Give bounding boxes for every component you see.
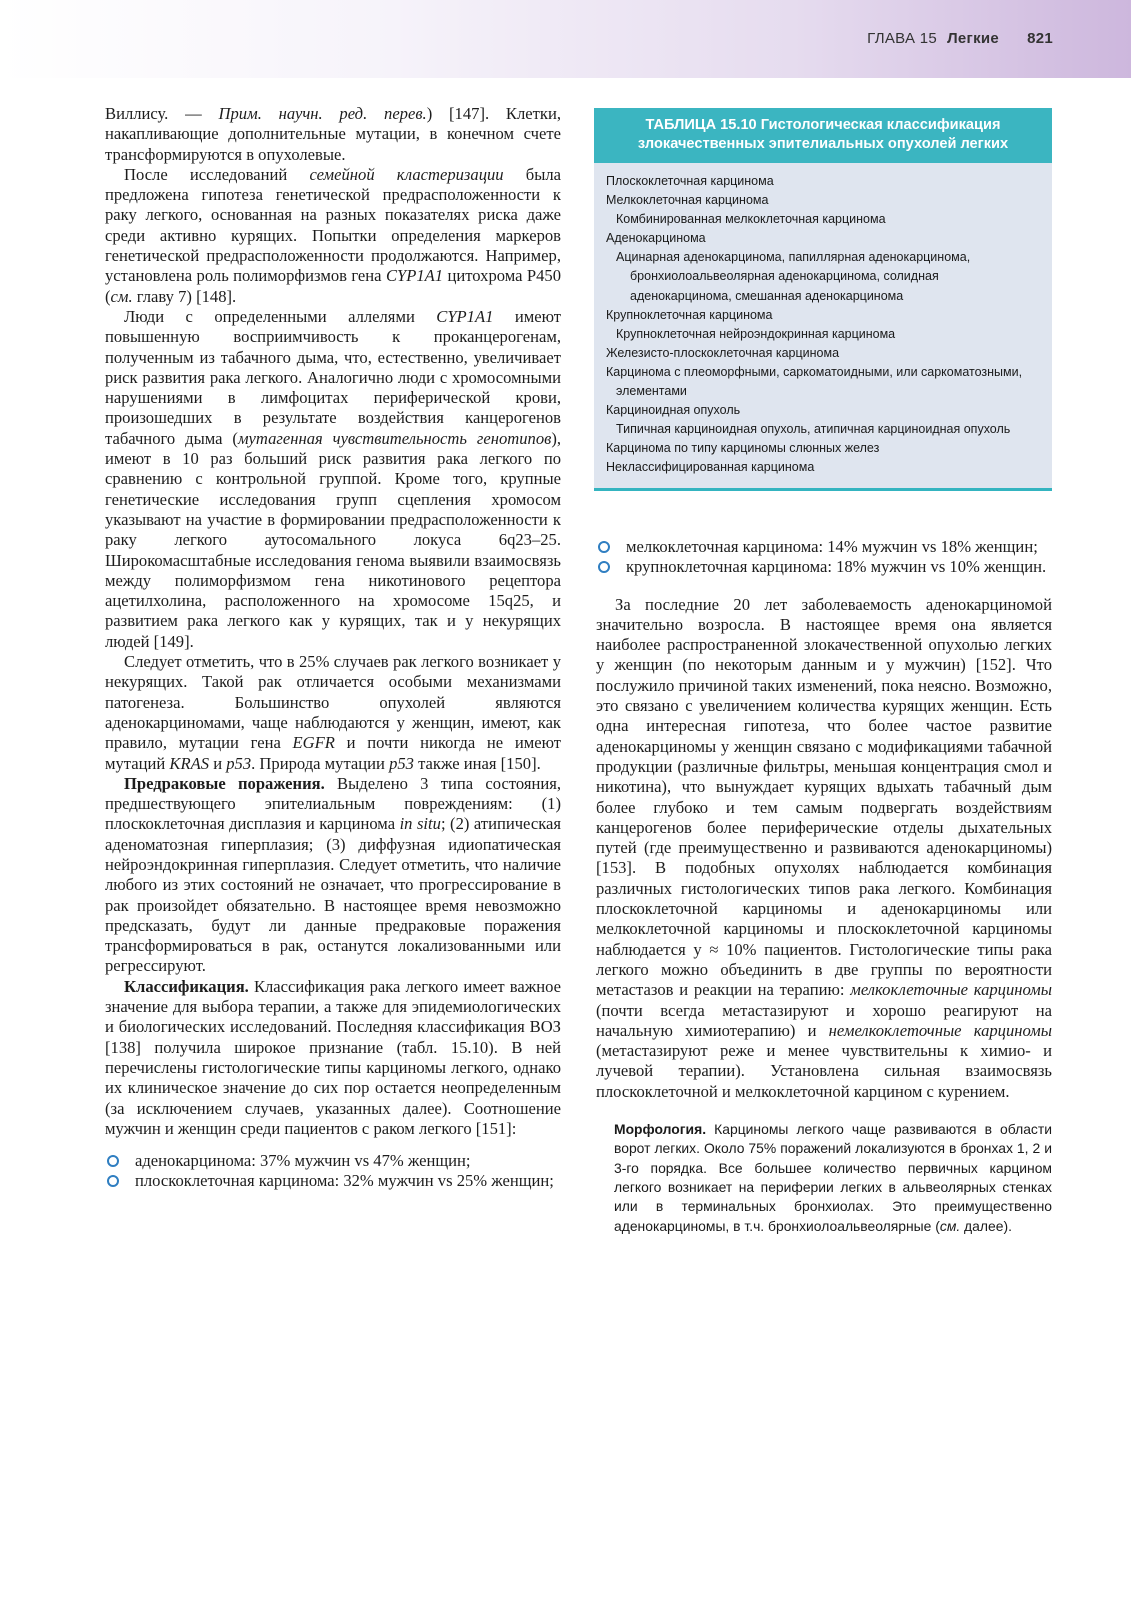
table-row: аденокарцинома, смешанная аденокарцинома: [630, 288, 904, 303]
run-emphasis: семейной кластеризации: [309, 164, 504, 184]
classification-table: [594, 108, 1052, 491]
page-number: 821: [1027, 30, 1053, 47]
run-emphasis: мелкоклеточные карциномы: [850, 980, 1053, 1000]
run-heading: Классификация.: [124, 976, 249, 996]
run-emphasis: CYP1A1: [385, 266, 444, 286]
run-text: также иная [150].: [413, 753, 541, 773]
list-item: [135, 1171, 561, 1191]
run-text: (почти всегда метастазируют и хорошо реагируют на начальную химиотерапию) и: [596, 1000, 1052, 1040]
run-text: ), имеют в 10 раз больший риск развития рака легкого по сравнению с контрольной группой. Кроме того, крупные генетические исследования групп сцепления хромосом указывают на участие в формировании предрасположенности к раку легкого аутосомального локуса 6q23–25. Широкомасштабные исследования генома выявили взаимосвязь между полиморфизмом гена никотинового рецептора ацетилхолина, расположенного на хромосоме 15q25, и развитием рака легкого как у курящих, так и у некурящих людей [149].: [105, 428, 562, 651]
table-row: Железисто-плоскоклеточная карцинома: [606, 345, 840, 360]
table-row: Типичная карциноидная опухоль, атипичная карциноидная опухоль: [616, 422, 1011, 437]
run-emphasis: см.: [939, 1217, 961, 1234]
bullet-icon: [107, 1175, 119, 1187]
run-text: Классификация рака легкого имеет важное значение для выбора терапии, а также для эпидемиологических и биологических исследований. Последняя классификация ВОЗ [138] получила широкое признание (табл. 15.10). В ней перечислены гистологические типы карциномы легкого, однако их клиническое значение до сих пор остается неопределенным (за исключением случаев, указанных далее). Соотношение мужчин и женщин среди пациентов с раком легкого [151]:: [105, 976, 561, 1138]
run-emphasis: p53: [226, 753, 252, 773]
run-text: и почти никогда не имеют мутаций: [105, 733, 561, 773]
run-emphasis: см.: [110, 286, 133, 306]
left-column: [105, 104, 561, 1192]
right-column: [596, 537, 1052, 1236]
run-emphasis: CYP1A1: [436, 306, 494, 326]
run-text: главу 7) [148].: [132, 286, 237, 306]
table-title-line: ТАБЛИЦА 15.10 Гистологическая классификация: [645, 117, 1001, 133]
run-text: После исследований: [124, 164, 310, 184]
run-text: За последние 20 лет заболеваемость аденокарциномой значительно возросла. В настоящее время она является наиболее распространенной злокачественной опухолью легких у женщин (по некоторым данным и у мужчин) [152]. Что послужило причиной таких изменений, пока неясно. Возможно, это связано с увеличением количества курящих женщин. Есть одна интересная гипотеза, что более частое развитие аденокарциномы у женщин связано с модификациями табачной продукции (различные фильтры, меньшая концентрация смол и никотина), что вынуждает курящих вдыхать табачный дым более глубоко и тем самым подвергать воздействиям канцерогенов более периферические отделы дыхательных путей (где преимущественно и развиваются аденокарциномы) [153]. В подобных опухолях наблюдается комбинация различных гистологических типов рака легкого. Комбинация плоскоклеточной карциномы и аденокарциномы или мелкоклеточной карциномы и плоскоклеточной карциномы наблюдается у ≈ 10% пациентов. Гистологические типы рака легкого можно объединить в две группы по вероятности метастазов и реакции на терапию:: [596, 594, 1052, 1000]
paragraph: [105, 977, 561, 1139]
run-emphasis: немелкоклеточные карциномы: [828, 1020, 1052, 1040]
table-row: Крупноклеточная карцинома: [606, 307, 773, 322]
table-title: [594, 108, 1052, 163]
table-row: Мелкоклеточная карцинома: [606, 193, 769, 208]
run-text: имеют повышенную восприимчивость к проканцерогенам, полученным из табачного дыма, что, естественно, увеличивает риск развития рака легкого. Аналогично люди с хромосомными нарушениями в лимфоцитах периферической крови, произошедших в результате воздействия канцерогенов табачного дыма (: [105, 306, 562, 448]
run-text: . Природа мутации: [251, 753, 390, 773]
run-heading: Предраковые поражения.: [124, 773, 325, 793]
run-text: (метастазируют реже и менее чувствительны к химио- и лучевой терапии). Установлена сильная взаимосвязь плоскоклеточной и мелкоклеточной карцином с курением.: [596, 1041, 1052, 1101]
bullet-icon: [598, 541, 610, 553]
table-row: Неклассифицированная карцинома: [606, 460, 815, 475]
run-emphasis: in situ: [399, 814, 441, 834]
list-item-text: аденокарцинома: 37% мужчин vs 47% женщин;: [135, 1151, 471, 1171]
table-row: Карцинома с плеоморфными, саркоматоидными, или саркоматозными,: [606, 364, 1023, 379]
paragraph: [105, 165, 561, 307]
paragraph: [596, 595, 1052, 1102]
run-text: Карциномы легкого чаще развиваются в области ворот легких. Около 75% поражений локализуются в бронхах 1, 2 и 3-го порядка. Все большее количество первичных карцином легкого возникает на периферии легких в альвеолярных стенках или в терминальных бронхиолах. Это преимущественно аденокарциномы, в т.ч. бронхиолоальвеолярные (: [614, 1121, 1052, 1234]
list-item: [626, 557, 1052, 577]
run-text: была предложена гипотеза генетической предрасположенности к раку легкого, основанная на разных показателях риска даже среди активно курящих. Попытки определения маркеров генетической предрасположенности продолжаются. Например, установлена роль полиморфизмов гена: [105, 164, 562, 286]
table-row: Ацинарная аденокарцинома, папиллярная аденокарцинома,: [616, 250, 971, 265]
run-heading: Морфология.: [614, 1121, 707, 1138]
list-item-text: плоскоклеточная карцинома: 32% мужчин vs 25% женщин;: [135, 1171, 554, 1191]
bullet-icon: [598, 561, 610, 573]
paragraph: [105, 774, 561, 977]
running-header: [867, 30, 1053, 47]
run-text: Выделено 3 типа состояния, предшествующего эпителиальным повреждениям: (1) плоскоклеточная дисплазия и карцинома: [105, 773, 562, 834]
section-title: Легкие: [947, 30, 1000, 47]
morphology-box: [596, 1120, 1052, 1236]
run-emphasis: мутагенная чувствительность генотипов: [237, 428, 552, 448]
table-row: бронхиолоальвеолярная аденокарцинома, солидная: [630, 269, 939, 284]
run-text: Люди с определенными аллелями: [124, 306, 437, 326]
table-title-line: злокачественных эпителиальных опухолей легких: [637, 136, 1009, 152]
table-row: Плоскоклеточная карцинома: [606, 174, 774, 188]
list-item: [626, 537, 1052, 557]
run-text: Следует отметить, что в 25% случаев рак легкого возникает у некурящих. Такой рак отличается особыми механизмами патогенеза. Большинство опухолей являются аденокарциномами, чаще наблюдаются у женщин, имеют, как правило, мутации гена: [105, 652, 561, 753]
bullet-list: [105, 1151, 561, 1192]
run-text: Виллису. —: [105, 104, 219, 123]
chapter-label: ГЛАВА 15: [867, 30, 938, 47]
table-row: Аденокарцинома: [606, 231, 706, 246]
paragraph: [105, 307, 561, 652]
table-row: Комбинированная мелкоклеточная карцинома: [616, 212, 886, 227]
table-row: Карцинома по типу карциномы слюнных желез: [606, 441, 880, 456]
run-emphasis: KRAS: [169, 753, 210, 773]
bullet-icon: [107, 1155, 119, 1167]
paragraph: [105, 104, 561, 165]
table-body: [594, 163, 1052, 488]
table-row: элементами: [616, 384, 687, 399]
run-emphasis: EGFR: [292, 733, 335, 753]
run-text: ; (2) атипическая аденоматозная гиперплазия; (3) диффузная идиопатическая нейроэндокринная гиперплазия. Следует отметить, что наличие любого из этих состояний не означает, что прогрессирование в рак произойдет обязательно. В настоящее время невозможно предсказать, будут ли данные предраковые поражения трансформироваться в рак, останутся локализованными или регрессируют.: [105, 814, 562, 976]
table-row: Карциноидная опухоль: [606, 403, 741, 418]
run-emphasis: p53: [389, 753, 414, 773]
run-text: и: [209, 753, 227, 773]
run-text: цитохрома P450 (: [105, 266, 562, 306]
paragraph: [105, 652, 561, 774]
bullet-list: [596, 537, 1052, 578]
table-row: Крупноклеточная нейроэндокринная карцинома: [616, 326, 896, 341]
run-emphasis: Прим. научн. ред. перев.: [218, 104, 427, 123]
list-item-text: крупноклеточная карцинома: 18% мужчин vs 10% женщин.: [626, 557, 1047, 577]
list-item-text: мелкоклеточная карцинома: 14% мужчин vs 18% женщин;: [626, 537, 1038, 556]
list-item: [135, 1151, 561, 1171]
run-text: ) [147]. Клетки, накапливающие дополнительные мутации, в конечном счете трансформируются в опухолевые.: [105, 104, 561, 164]
run-text: далее).: [960, 1217, 1012, 1234]
